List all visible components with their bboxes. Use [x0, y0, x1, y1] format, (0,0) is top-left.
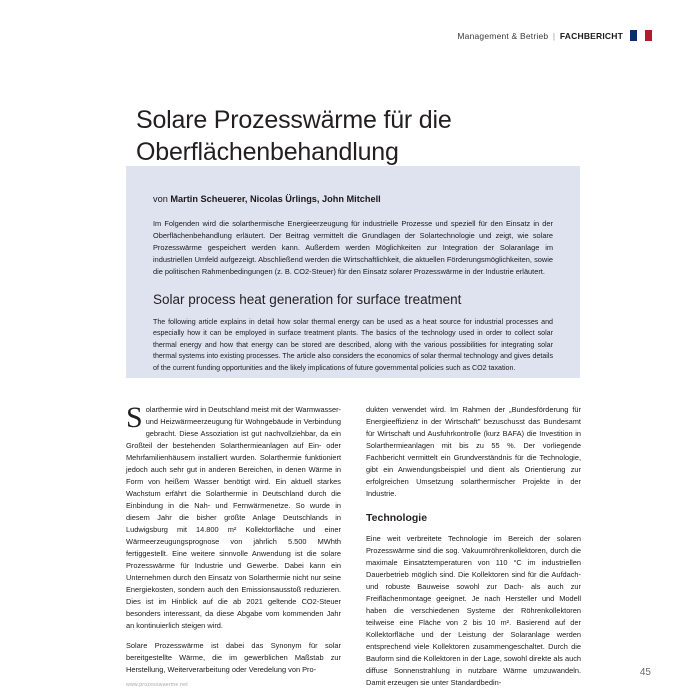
body-left-paragraph-1 [126, 401, 341, 632]
title-line-2: Oberflächenbehandlung [136, 137, 399, 166]
body-right-paragraph-1: dukten verwendet wird. Im Rahmen der „Bundesförderung für Energieeffizienz in der Wirtschaft" bezuschusst das Bundesamt für Wirtschaft und Ausfuhrkontrolle (kurz BAFA) die Investition in Solarthermieanlagen mit bis zu 55 %. Der vorliegende Fachbericht vermittelt ein Grundverständnis für die Technologie, gibt ein Anwendungsbeispiel und dient als Orientierung zur erfolgreichen Umsetzung solarthermischer Projekte in der Industrie. [366, 405, 581, 498]
body-column-left [126, 401, 341, 684]
byline-label: von [153, 194, 171, 204]
header-breadcrumb [457, 31, 623, 41]
footer-url: www.prozesswaerme.net [126, 682, 188, 688]
abstract-german: Im Folgenden wird die solarthermische Energieerzeugung für industrielle Prozesse und speziell für den Einsatz in der Oberflächenbehandlung erläutert. Der Beitrag vermittelt die Grundlagen der Solartechnologie und zeigt, wie solare Prozesswärme gespeichert werden kann. Außerdem werden Möglichkeiten zur Integration der Solaranlage im industriellen Umfeld aufgezeigt. Abschließend werden die Wirtschaftlichkeit, die aktuellen Förderungsmöglichkeiten, sowie die politischen Rahmenbedingungen (z. B. CO2-Steuer) für den Einsatz solarer Prozesswärme in der Industrie erläutert. [153, 219, 553, 276]
abstract-english: The following article explains in detail how solar thermal energy can be used as a heat source for industrial processes and especially how it can be employed in surface treatment plants. The basics of the technology used in order to collect solar thermal energy and how that energy can be stored are described, along with the various possibilities for integrating solar thermal systems into existing processes. The article also considers the economics of solar thermal technology and gives details of the current funding opportunities and the likely implications of future governmental policies such as CO2 taxation. [153, 317, 553, 372]
body-left-paragraph-1-text: olarthermie wird in Deutschland meist mit der Warmwasser- und Heizwärmeerzeugung für Wohngebäude in Verbindung gebracht. Diese Assoziation ist gut nachvollziehbar, da ein Großteil der bestehenden Solarthermieanlagen auf Ein- oder Mehrfamilienhäusern installiert wurden. Solarthermie funktioniert jedoch auch sehr gut in anderen Bereichen, in denen Wärme in Form von heißem Wasser benötigt wird. Ein aktuell starkes Wachstum erfährt die Solarthermie in Deutschland durch die Einbindung in die Nah- und Fernwärmenetze. So wurde in diesem Jahr die bisher größte Anlage Deutschlands in Ludwigsburg mit 14.800 m² Kollektorfläche und einer Wärmeerzeugungsprognose von jährlich 5.500 MWhth fertiggestellt. Eine weitere sinnvolle Anwendung ist die solare Prozesswärme für Industrie und Gewerbe. Dabei kann ein Unternehmen durch den Einsatz von Solarthermie nicht nur seine Energiekosten, sondern auch den Emissionsausstoß reduzieren. Dies ist im Hinblick auf die ab 2021 geltende CO2-Steuer besonders interessant, da diese Abgabe vom kommenden Jahr an kontinuierlich steigen wird. [126, 405, 341, 630]
header-category: Management & Betrieb [457, 30, 549, 41]
byline [153, 194, 553, 204]
page-header [457, 30, 652, 41]
page-number: 45 [639, 667, 651, 678]
body-right-heading: Technologie [366, 511, 428, 524]
header-section: FACHBERICHT [559, 30, 623, 41]
body-right-paragraph-2: Eine weit verbreitete Technologie im Bereich der solaren Prozesswärme sind die sog. Vakuumröhrenkollektoren, durch die maximale Einsatztemperaturen von 110 °C im industriellen Dauerbetrieb möglich sind. Die Kollektoren sind für die Aufdach- und robuste Bauweise sowohl zur Dach- als auch zur Freiflächenmontage geeignet. Je nach Hersteller und Modell haben die verschiedenen Systeme der Röhrenkollektoren teilweise eine Fläche von 2 bis 10 m². Basierend auf der Kollektorfläche und der Leistung der Solaranlage werden entsprechend viele Kollektoren zusammengeschaltet. Durch die Bauform sind die Kollektoren in der Lage, sowohl direkte als auch diffuse Sonnenstrahlung in nutzbare Wärme umzuwandeln. Damit erzeugen sie unter Standardbedin- [366, 533, 581, 687]
title-line-1: Solare Prozesswärme für die [136, 105, 452, 134]
body-left-paragraph-2: Solare Prozesswärme ist dabei das Synonym für solar bereitgestellte Wärme, die im gewerblichen Maßstab zur Herstellung, Weiterverarbeitung oder Veredelung von Pro- [126, 640, 341, 674]
abstract-title-english: Solar process heat generation for surface treatment [153, 291, 462, 307]
page-title [136, 105, 616, 169]
byline-authors: Martin Scheuerer, Nicolas Ürlings, John Mitchell [170, 194, 381, 204]
abstract-box [126, 166, 580, 378]
header-separator: | [552, 30, 556, 41]
body-column-right [366, 404, 581, 697]
drop-cap: S [126, 401, 143, 434]
flag-icon [630, 30, 652, 41]
